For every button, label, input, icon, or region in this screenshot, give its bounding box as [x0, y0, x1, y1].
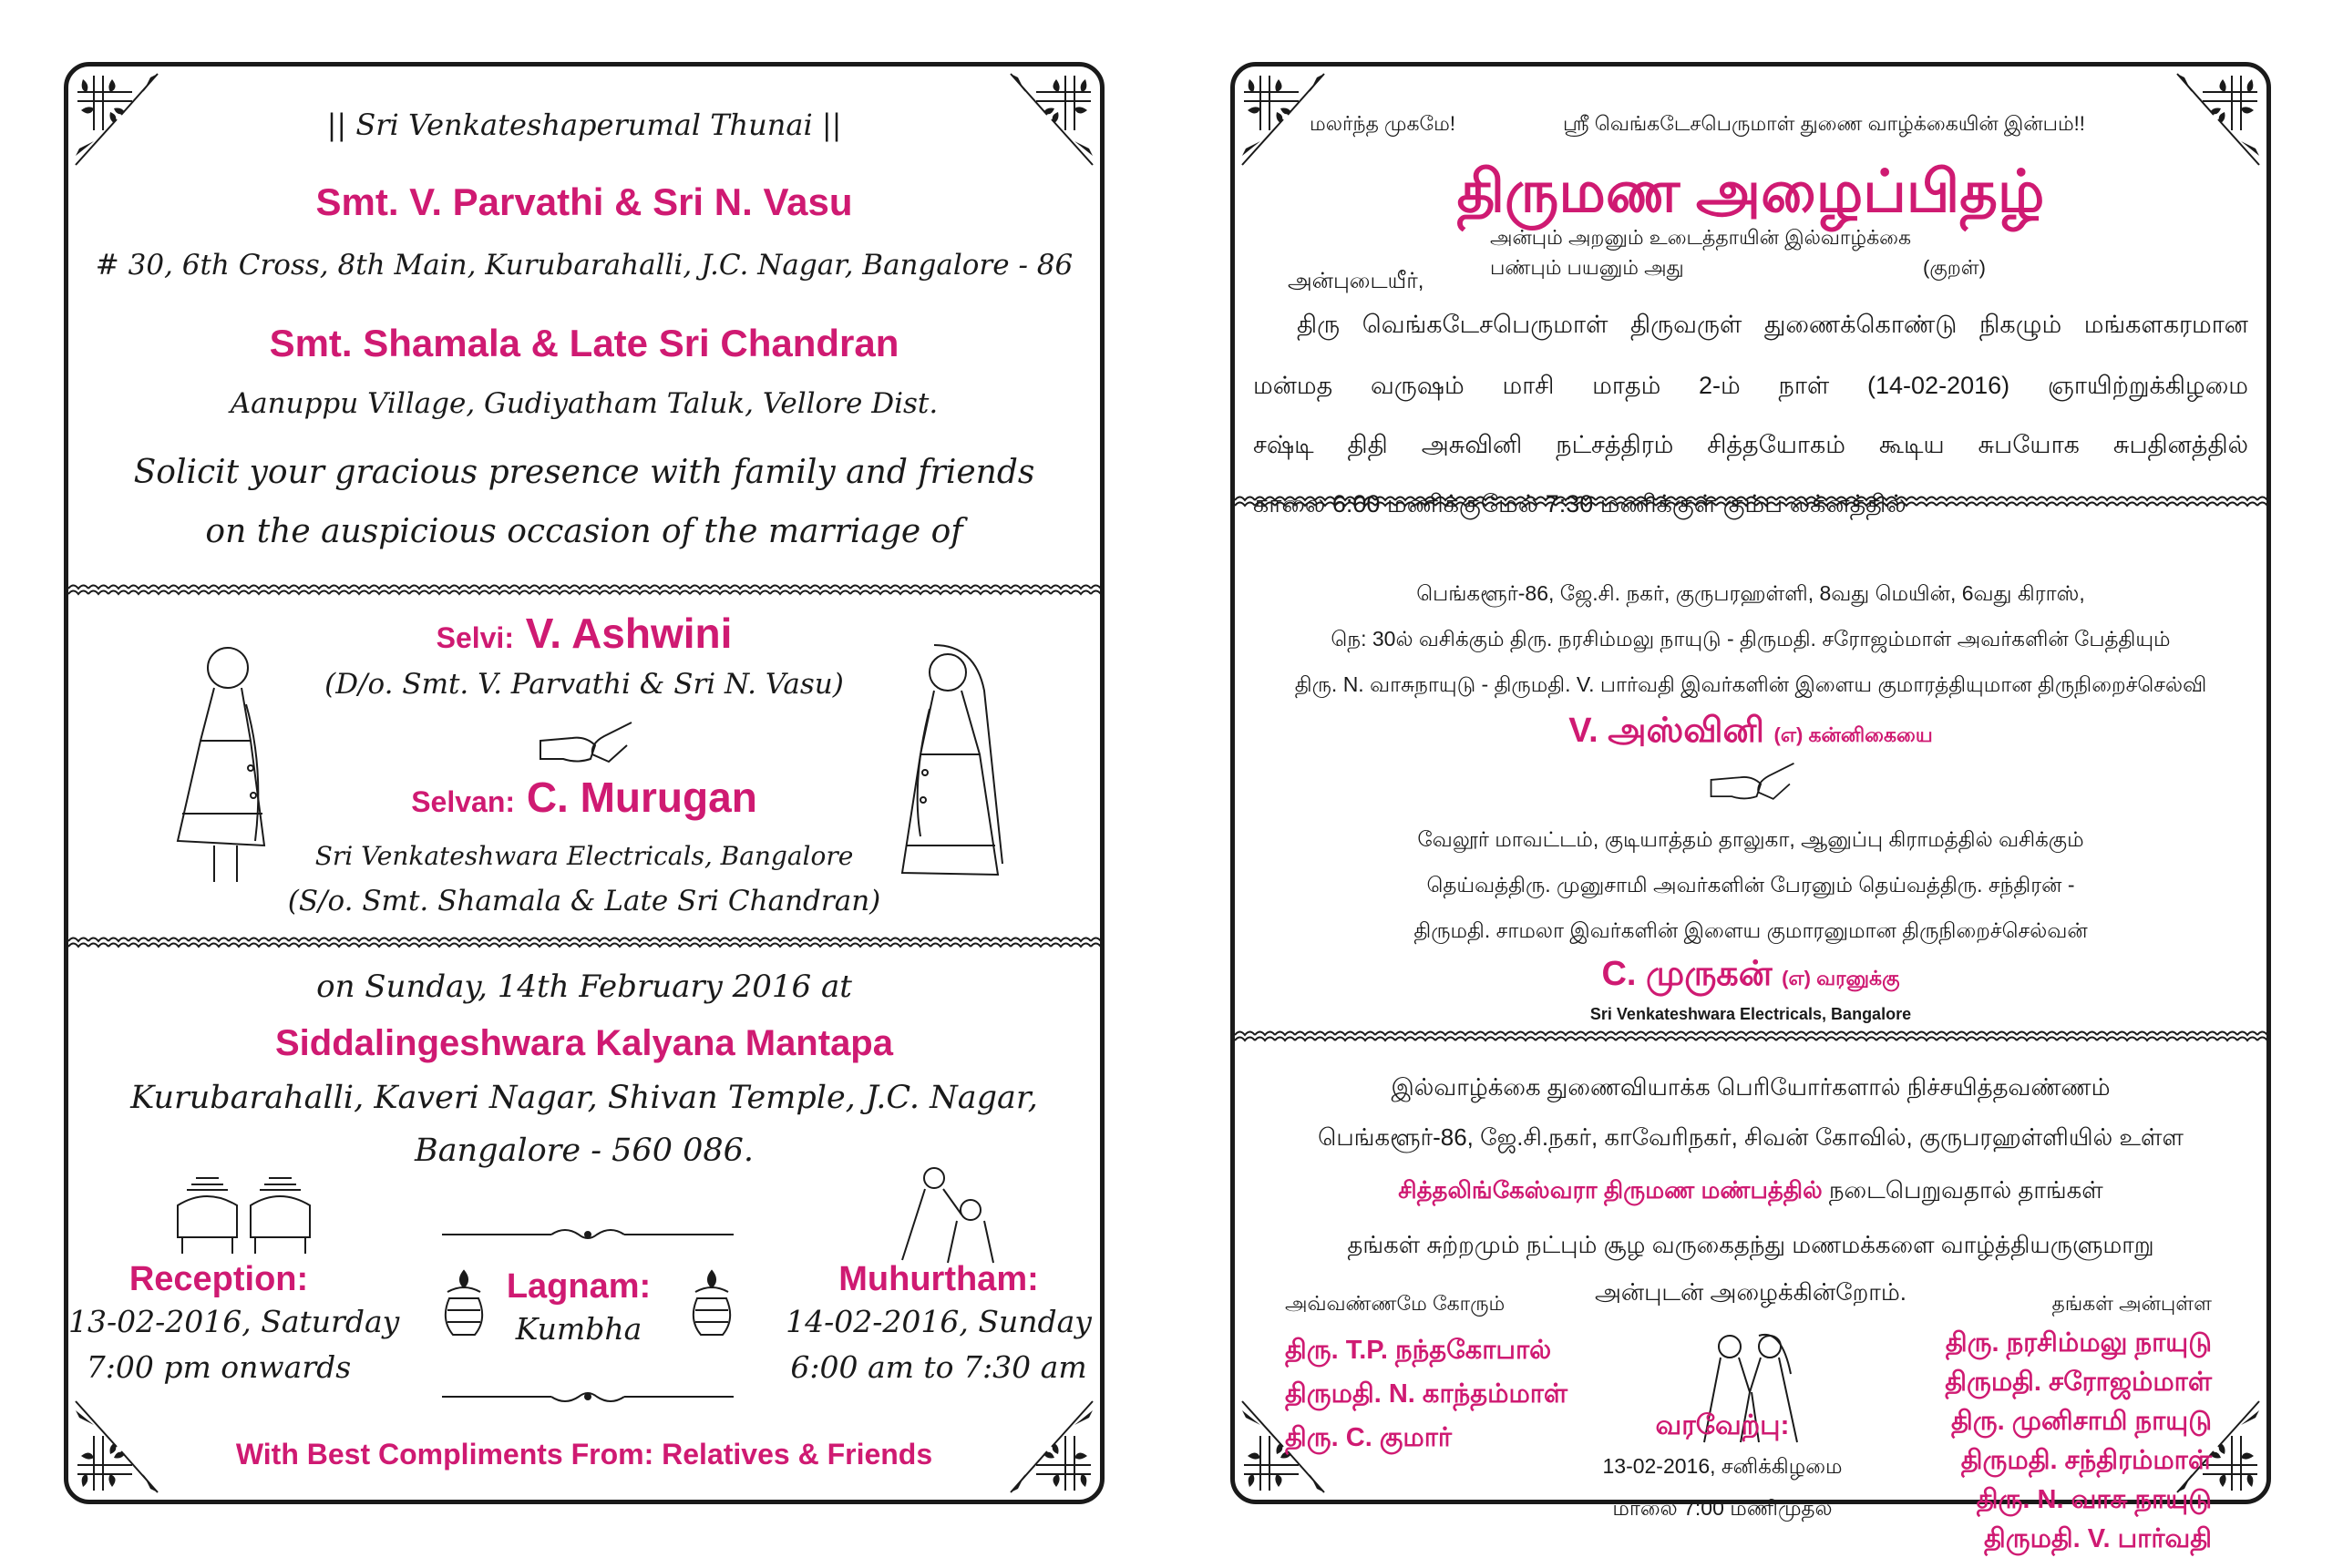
bride-name-line — [68, 609, 1100, 658]
host-name: திரு. நரசிம்மலு நாயுடு — [1945, 1328, 2212, 1358]
reception-details — [1554, 1410, 1891, 1529]
bride-parents-names: Smt. V. Parvathi & Sri N. Vasu — [315, 180, 853, 223]
groom-parents-names: Smt. Shamala & Late Sri Chandran — [269, 322, 899, 364]
invocation-line: || Sri Venkateshaperumal Thunai || — [326, 108, 842, 142]
bride-parents-address: # 30, 6th Cross, 8th Main, Kurubarahalli, J.C. Nagar, Bangalore - 86 — [95, 249, 1074, 282]
lagnam-heading: Lagnam: — [506, 1267, 652, 1306]
muhurtham-paragraph-line: திரு வெங்கடேசபெருமாள் திருவருள் துணைக்கொண்டு நிகழும் மங்களகரமான — [1297, 311, 2248, 338]
kural-line-2: பண்பும் பயனும் அது — [1490, 256, 1684, 279]
reception-time: மாலை 7:00 மணிமுதல் — [1612, 1496, 1833, 1520]
groom-occupation: Sri Venkateshwara Electricals, Bangalore — [1589, 1005, 1912, 1023]
throne-chairs-icon — [169, 1173, 324, 1255]
reception-date: 13-02-2016, Saturday — [68, 1304, 400, 1339]
host-name: திரு. N. வாசு நாயுடு — [1976, 1485, 2212, 1514]
right-hosts-label: தங்கள் அன்புள்ள — [2051, 1292, 2212, 1315]
bride-family-line: திரு. N. வாசுநாயுடு - திருமதி. V. பார்வதி இவர்களின் இளைய குமாரத்தியுமான திருநிறைச்செல்வி — [1294, 672, 2207, 696]
couple-illustration — [893, 1164, 1002, 1265]
reception-details — [68, 1260, 400, 1390]
top-blessing-left: மலர்ந்த முகமே! — [1310, 112, 1455, 135]
host-name: திரு. முனிசாமி நாயுடு — [1951, 1407, 2212, 1436]
holding-hands-icon — [536, 718, 636, 773]
venue-line: அன்புடன் அழைக்கின்றோம். — [1594, 1278, 1907, 1306]
bride-name: V. Ashwini — [525, 610, 733, 657]
reception-heading: Reception: — [128, 1260, 309, 1298]
bride-name-line — [1235, 712, 2266, 755]
bride-family-line: பெங்களூர்-86, ஜே.சி. நகர், குருபரஹள்ளி, 8வது மெயின், 6வது கிராஸ், — [1416, 581, 2085, 605]
kural-line-1: அன்பும் அறனும் உடைத்தாயின் இல்வாழ்க்கை — [1490, 226, 1912, 249]
compliments-line: With Best Compliments From: Relatives & Friends — [235, 1438, 933, 1471]
muhurtham-heading: Muhurtham: — [838, 1260, 1039, 1298]
muhurtham-time: 6:00 am to 7:30 am — [790, 1349, 1087, 1385]
bride-relation: (D/o. Smt. V. Parvathi & Sri N. Vasu) — [324, 668, 844, 701]
muhurtham-paragraph-line: மன்மத வருஷம் மாசி மாதம் 2-ம் நாள் (14-02-2016) ஞாயிற்றுக்கிழமை — [1253, 372, 2248, 399]
venue-line: பெங்களூர்-86, ஜே.சி.நகர், காவேரிநகர், சிவன் கோவில், குருபரஹள்ளியில் உள்ள — [1318, 1123, 2184, 1151]
host-name: திருமதி. சந்திரம்மாள் — [1960, 1446, 2212, 1475]
host-name: திருமதி. N. காந்தம்மாள் — [1285, 1379, 1568, 1409]
venue-line: இல்வாழ்க்கை துணைவியாக்க பெரியோர்களால் நிச்சயித்தவண்ணம் — [1391, 1073, 2111, 1101]
host-name: திருமதி. சரோஜம்மாள் — [1945, 1368, 2212, 1397]
wavy-divider — [1235, 493, 2266, 513]
left-hosts-label: அவ்வண்ணமே கோரும் — [1285, 1292, 1506, 1315]
flourish-divider — [442, 1386, 734, 1408]
left-hosts-list — [1285, 1328, 1567, 1460]
wavy-divider — [68, 581, 1100, 601]
salutation: அன்புடையீர், — [1288, 269, 1424, 293]
lagnam-value: Kumbha — [515, 1311, 642, 1347]
groom-family-line: தெய்வத்திரு. முனுசாமி அவர்களின் பேரனும் தெய்வத்திரு. சந்திரன் - — [1426, 873, 2075, 897]
holding-hands-icon — [1707, 759, 1798, 809]
solicit-line-1: Solicit your gracious presence with family and friends — [133, 454, 1035, 491]
groom-name-line — [68, 773, 1100, 822]
solicit-line-2: on the auspicious occasion of the marriage of — [205, 513, 963, 550]
english-invitation-card — [64, 62, 1105, 1504]
wavy-divider — [68, 934, 1100, 954]
kural-tag: (குறள்) — [1923, 256, 1986, 279]
venue-name: சித்தலிங்கேஸ்வரா திருமண மண்பத்தில் — [1398, 1176, 1823, 1204]
groom-family-line: திருமதி. சாமலா இவர்களின் இளைய குமாரனுமான திருநிறைச்செல்வன் — [1413, 918, 2088, 942]
host-name: திரு. T.P. நந்தகோபால் — [1285, 1336, 1552, 1365]
groom-family-line: வேலூர் மாவட்டம், குடியாத்தம் தாலுகா, ஆனுப்பு கிராமத்தில் வசிக்கும் — [1417, 827, 2084, 851]
lagnam-details — [433, 1267, 725, 1352]
venue-line — [1235, 1176, 2266, 1207]
groom-name-line — [1235, 955, 2266, 999]
groom-occupation: Sri Venkateshwara Electricals, Bangalore — [314, 841, 854, 871]
host-name: திருமதி. V. பார்வதி — [1983, 1524, 2212, 1553]
bride-prefix: Selvi: — [436, 621, 514, 654]
venue-address-line-2: Bangalore - 560 086. — [414, 1132, 755, 1169]
right-hosts-list — [1945, 1324, 2212, 1559]
reception-heading: வரவேற்பு: — [1655, 1410, 1790, 1440]
groom-prefix: Selvan: — [411, 785, 516, 818]
venue-name: Siddalingeshwara Kalyana Mantapa — [275, 1023, 893, 1063]
bride-name: V. அஸ்வினி — [1568, 712, 1764, 750]
groom-name: C. Murugan — [526, 774, 757, 821]
venue-line: தங்கள் சுற்றமும் நட்பும் சூழ வருகைதந்து மணமக்களை வாழ்த்தியருளுமாறு — [1347, 1231, 2154, 1258]
wedding-date-line: on Sunday, 14th February 2016 at — [316, 968, 852, 1005]
groom-suffix: (எ) வரனுக்கு — [1782, 967, 1900, 989]
muhurtham-date: 14-02-2016, Sunday — [786, 1304, 1092, 1339]
venue-address-line-1: Kurubarahalli, Kaveri Nagar, Shivan Temple, J.C. Nagar, — [130, 1080, 1038, 1116]
venue-line-rest: நடைபெறுவதால் தாங்கள் — [1822, 1176, 2103, 1204]
tamil-invitation-card — [1230, 62, 2271, 1553]
bride-suffix: (எ) கன்னிகையை — [1773, 723, 1933, 746]
reception-time: 7:00 pm onwards — [86, 1349, 352, 1385]
groom-parents-address: Aanuppu Village, Gudiyatham Taluk, Vellore Dist. — [230, 387, 939, 420]
groom-name: C. முருகன் — [1601, 955, 1773, 993]
muhurtham-details — [779, 1260, 1098, 1390]
flourish-divider — [442, 1224, 734, 1245]
invitation-title: திருமண அழைப்பிதழ் — [1456, 159, 2045, 224]
reception-date: 13-02-2016, சனிக்கிழமை — [1602, 1454, 1843, 1478]
host-name: திரு. C. குமார் — [1285, 1423, 1453, 1452]
muhurtham-paragraph-line: சஷ்டி திதி அசுவினி நட்சத்திரம் சித்தயோகம் கூடிய சுபயோக சுபதினத்தில் — [1253, 431, 2248, 458]
wavy-divider — [1235, 1028, 2266, 1048]
top-invocation: ஸ்ரீ வெங்கடேசபெருமாள் துணை வாழ்க்கையின் இன்பம்!! — [1563, 112, 2085, 135]
bride-family-line: நெ: 30ல் வசிக்கும் திரு. நரசிம்மலு நாயுடு - திருமதி. சரோஜம்மாள் அவர்களின் பேத்தியும் — [1331, 627, 2171, 651]
groom-relation: (S/o. Smt. Shamala & Late Sri Chandran) — [287, 885, 881, 917]
